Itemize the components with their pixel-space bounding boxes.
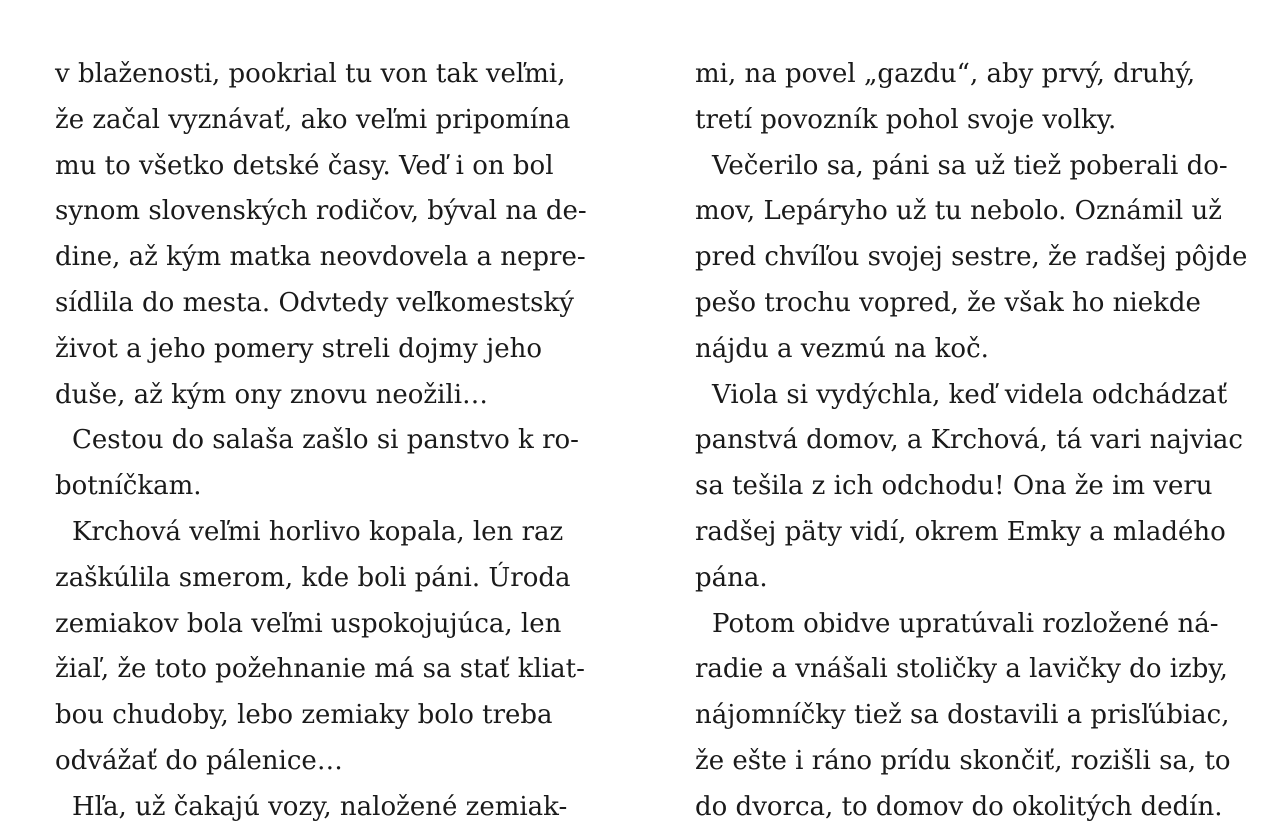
text-line: do dvorca, to domov do okolitých dedín.: [695, 791, 1223, 822]
text-line: Krchová veľmi horlivo kopala, len raz: [72, 516, 564, 547]
text-line: synom slovenských rodičov, býval na de-: [55, 196, 587, 227]
text-line: Večerilo sa, páni sa už tiež poberali do-: [712, 150, 1228, 181]
text-line: tretí povozník pohol svoje volky.: [695, 104, 1117, 135]
text-line: bou chudoby, lebo zemiaky bolo treba: [55, 700, 553, 731]
text-line: že ešte i ráno prídu skončiť, rozišli sa, to: [695, 745, 1231, 776]
text-line: zaškúlila smerom, kde boli páni. Úroda: [55, 562, 571, 593]
text-line: Viola si vydýchla, keď videla odchádzať: [712, 379, 1228, 410]
left-page: [55, 52, 615, 831]
text-line: Cestou do salaša zašlo si panstvo k ro-: [72, 425, 579, 456]
text-line: žiaľ, že toto požehnanie má sa stať kliat-: [55, 654, 585, 685]
text-line: panstvá domov, a Krchová, tá vari najviac: [695, 425, 1243, 456]
text-line: nájdu a vezmú na koč.: [695, 333, 989, 364]
text-line: dine, až kým matka neovdovela a nepre-: [55, 242, 586, 273]
text-line: mu to všetko detské časy. Veď i on bol: [55, 150, 554, 181]
text-line: botníčkam.: [55, 471, 202, 502]
right-page: [695, 52, 1255, 831]
text-line: mov, Lepáryho už tu nebolo. Oznámil už: [695, 196, 1222, 227]
text-line: nájomníčky tiež sa dostavili a prisľúbiac,: [695, 700, 1230, 731]
text-line: sa tešila z ich odchodu! Ona že im veru: [695, 471, 1213, 502]
text-line: pešo trochu vopred, že však ho niekde: [695, 287, 1201, 318]
text-line: duše, až kým ony znovu neožili…: [55, 379, 489, 410]
text-line: v blaženosti, pookrial tu von tak veľmi,: [55, 59, 566, 89]
text-line: život a jeho pomery streli dojmy jeho: [55, 333, 542, 364]
text-line: odvážať do pálenice…: [55, 745, 343, 776]
text-line: Hľa, už čakajú vozy, naložené zemiak-: [72, 791, 568, 822]
text-line: radie a vnášali stoličky a lavičky do izby,: [695, 654, 1228, 685]
text-line: že začal vyznávať, ako veľmi pripomína: [55, 104, 571, 135]
text-line: Potom obidve upratúvali rozložené ná-: [712, 608, 1219, 639]
text-line: pred chvíľou svojej sestre, že radšej pôjde: [695, 242, 1248, 273]
text-line: mi, na povel „gazdu“, aby prvý, druhý,: [695, 59, 1196, 89]
text-line: pána.: [695, 562, 768, 593]
text-line: sídlila do mesta. Odvtedy veľkomestský: [55, 287, 574, 318]
text-line: radšej päty vidí, okrem Emky a mladého: [695, 516, 1226, 547]
text-line: zemiakov bola veľmi uspokojujúca, len: [55, 608, 562, 639]
